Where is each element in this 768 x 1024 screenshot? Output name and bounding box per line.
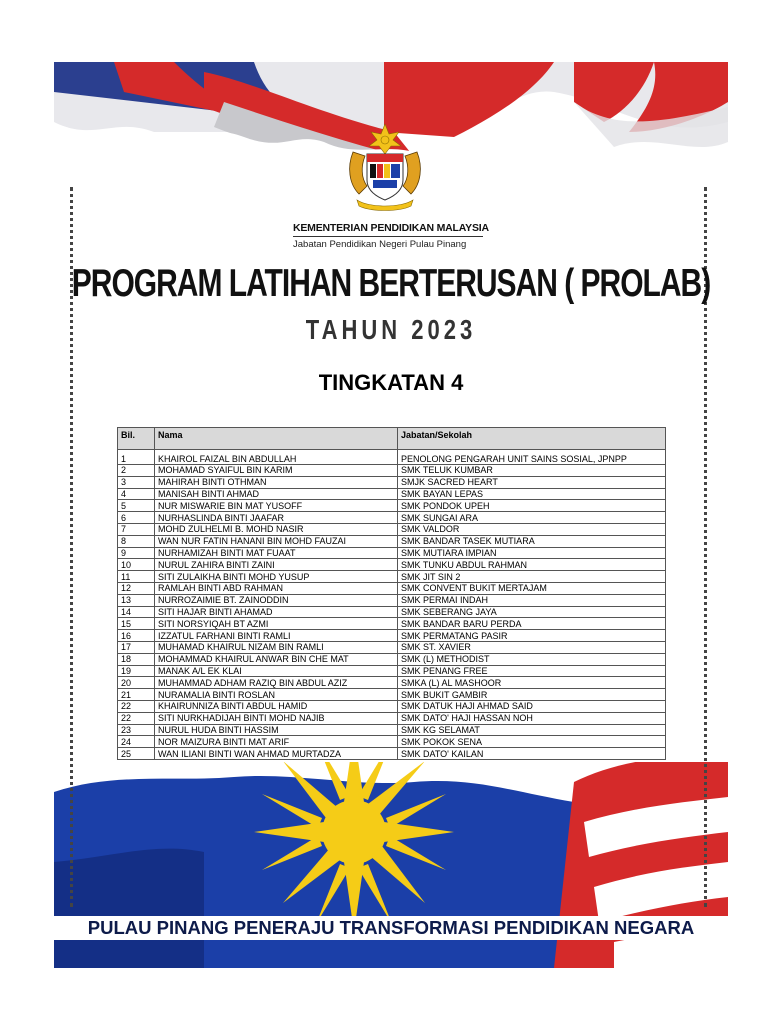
cell-bil: 4 (118, 488, 155, 500)
cell-school: PENOLONG PENGARAH UNIT SAINS SOSIAL, JPNPP (398, 450, 666, 465)
cell-school: SMK PERMAI INDAH (398, 594, 666, 606)
cell-school: SMK BANDAR BARU PERDA (398, 618, 666, 630)
cell-school: SMK SEBERANG JAYA (398, 606, 666, 618)
table-row (118, 476, 666, 488)
cell-bil: 18 (118, 653, 155, 665)
cell-name: MAHIRAH BINTI OTHMAN (155, 476, 398, 488)
table-row (118, 594, 666, 606)
cell-bil: 17 (118, 641, 155, 653)
table-row (118, 512, 666, 524)
cell-name: NURHASLINDA BINTI JAAFAR (155, 512, 398, 524)
cell-name: SITI ZULAIKHA BINTI MOHD YUSUP (155, 571, 398, 583)
cell-school: SMK TELUK KUMBAR (398, 465, 666, 477)
cell-bil: 1 (118, 450, 155, 465)
table-row (118, 700, 666, 712)
table-row (118, 488, 666, 500)
cell-name: SITI NORSYIQAH BT AZMI (155, 618, 398, 630)
cell-school: SMK VALDOR (398, 523, 666, 535)
cell-name: MOHAMAD SYAIFUL BIN KARIM (155, 465, 398, 477)
table-row (118, 689, 666, 701)
table-row (118, 665, 666, 677)
table-body (118, 450, 666, 760)
cell-name: SITI HAJAR BINTI AHAMAD (155, 606, 398, 618)
malaysia-coat-of-arms-icon (339, 122, 431, 214)
cell-school: SMK DATO' KAILAN (398, 748, 666, 760)
cell-school: SMK BANDAR TASEK MUTIARA (398, 535, 666, 547)
cell-name: RAMLAH BINTI ABD RAHMAN (155, 582, 398, 594)
cell-school: SMK BUKIT GAMBIR (398, 689, 666, 701)
cell-bil: 9 (118, 547, 155, 559)
cell-bil: 16 (118, 630, 155, 642)
table-row (118, 500, 666, 512)
cell-school: SMK MUTIARA IMPIAN (398, 547, 666, 559)
cell-name: SITI NURKHADIJAH BINTI MOHD NAJIB (155, 712, 398, 724)
cell-school: SMK KG SELAMAT (398, 724, 666, 736)
cell-name: KHAIROL FAIZAL BIN ABDULLAH (155, 450, 398, 465)
table-row (118, 653, 666, 665)
table-row (118, 677, 666, 689)
table-row (118, 535, 666, 547)
cell-bil: 14 (118, 606, 155, 618)
cell-name: NURHAMIZAH BINTI MAT FUAAT (155, 547, 398, 559)
department-name: Jabatan Pendidikan Negeri Pulau Pinang (293, 239, 467, 250)
table-row (118, 571, 666, 583)
cell-name: MOHD ZULHELMI B. MOHD NASIR (155, 523, 398, 535)
table-row (118, 606, 666, 618)
cell-school: SMK DATO' HAJI HASSAN NOH (398, 712, 666, 724)
table-row (118, 523, 666, 535)
column-header-name: Nama (155, 428, 398, 450)
table-row (118, 618, 666, 630)
cell-bil: 2 (118, 465, 155, 477)
cell-school: SMK CONVENT BUKIT MERTAJAM (398, 582, 666, 594)
cell-school: SMK ST. XAVIER (398, 641, 666, 653)
cell-name: NURROZAIMIE BT. ZAINODDIN (155, 594, 398, 606)
cell-school: SMK DATUK HAJI AHMAD SAID (398, 700, 666, 712)
participant-table (117, 427, 666, 760)
cell-name: NUR MISWARIE BIN MAT YUSOFF (155, 500, 398, 512)
cell-school: SMK PONDOK UPEH (398, 500, 666, 512)
cell-bil: 15 (118, 618, 155, 630)
table-row (118, 582, 666, 594)
cell-bil: 5 (118, 500, 155, 512)
cell-bil: 22 (118, 700, 155, 712)
cell-bil: 19 (118, 665, 155, 677)
cell-name: NOR MAIZURA BINTI MAT ARIF (155, 736, 398, 748)
form-level-heading: TINGKATAN 4 (318, 370, 464, 395)
cell-school: SMJK SACRED HEART (398, 476, 666, 488)
cell-name: MOHAMMAD KHAIRUL ANWAR BIN CHE MAT (155, 653, 398, 665)
cell-school: SMK PENANG FREE (398, 665, 666, 677)
table-row (118, 547, 666, 559)
table-row (118, 450, 666, 465)
cell-school: SMK TUNKU ABDUL RAHMAN (398, 559, 666, 571)
table-row (118, 641, 666, 653)
cell-name: MANISAH BINTI AHMAD (155, 488, 398, 500)
cell-bil: 7 (118, 523, 155, 535)
cell-school: SMK JIT SIN 2 (398, 571, 666, 583)
cell-bil: 25 (118, 748, 155, 760)
table-row (118, 736, 666, 748)
cell-name: NURUL HUDA BINTI HASSIM (155, 724, 398, 736)
cell-name: NURAMALIA BINTI ROSLAN (155, 689, 398, 701)
table-row (118, 712, 666, 724)
cell-bil: 24 (118, 736, 155, 748)
ministry-name: KEMENTERIAN PENDIDIKAN MALAYSIA (293, 222, 483, 237)
cell-bil: 10 (118, 559, 155, 571)
cell-name: WAN ILIANI BINTI WAN AHMAD MURTADZA (155, 748, 398, 760)
poster (54, 62, 728, 968)
table-row (118, 724, 666, 736)
cell-bil: 21 (118, 689, 155, 701)
cell-name: MUHAMAD KHAIRUL NIZAM BIN RAMLI (155, 641, 398, 653)
cell-name: NURUL ZAHIRA BINTI ZAINI (155, 559, 398, 571)
ministry-block (293, 222, 489, 250)
cell-name: KHAIRUNNIZA BINTI ABDUL HAMID (155, 700, 398, 712)
cell-bil: 11 (118, 571, 155, 583)
cell-name: MANAK A/L EK KLAI (155, 665, 398, 677)
year-label: TAHUN 2023 (305, 314, 477, 346)
cell-school: SMK SUNGAI ARA (398, 512, 666, 524)
table-row (118, 465, 666, 477)
cell-bil: 13 (118, 594, 155, 606)
table-header-row (118, 428, 666, 450)
cell-name: IZZATUL FARHANI BINTI RAMLI (155, 630, 398, 642)
cell-school: SMK BAYAN LEPAS (398, 488, 666, 500)
column-header-school: Jabatan/Sekolah (398, 428, 666, 450)
program-title: PROGRAM LATIHAN BERTERUSAN ( PROLAB) (71, 262, 711, 305)
cell-school: SMK PERMATANG PASIR (398, 630, 666, 642)
column-header-bil: Bil. (118, 428, 155, 450)
cell-bil: 22 (118, 712, 155, 724)
table-row (118, 748, 666, 760)
cell-bil: 12 (118, 582, 155, 594)
table-row (118, 559, 666, 571)
cell-bil: 3 (118, 476, 155, 488)
cell-school: SMK POKOK SENA (398, 736, 666, 748)
cell-name: WAN NUR FATIN HANANI BIN MOHD FAUZAI (155, 535, 398, 547)
table-row (118, 630, 666, 642)
cell-school: SMKA (L) AL MASHOOR (398, 677, 666, 689)
cell-name: MUHAMMAD ADHAM RAZIQ BIN ABDUL AZIZ (155, 677, 398, 689)
cell-school: SMK (L) METHODIST (398, 653, 666, 665)
cell-bil: 8 (118, 535, 155, 547)
cell-bil: 20 (118, 677, 155, 689)
slogan-banner: PULAU PINANG PENERAJU TRANSFORMASI PENDIDIKAN NEGARA (54, 916, 728, 940)
cell-bil: 23 (118, 724, 155, 736)
cell-bil: 6 (118, 512, 155, 524)
